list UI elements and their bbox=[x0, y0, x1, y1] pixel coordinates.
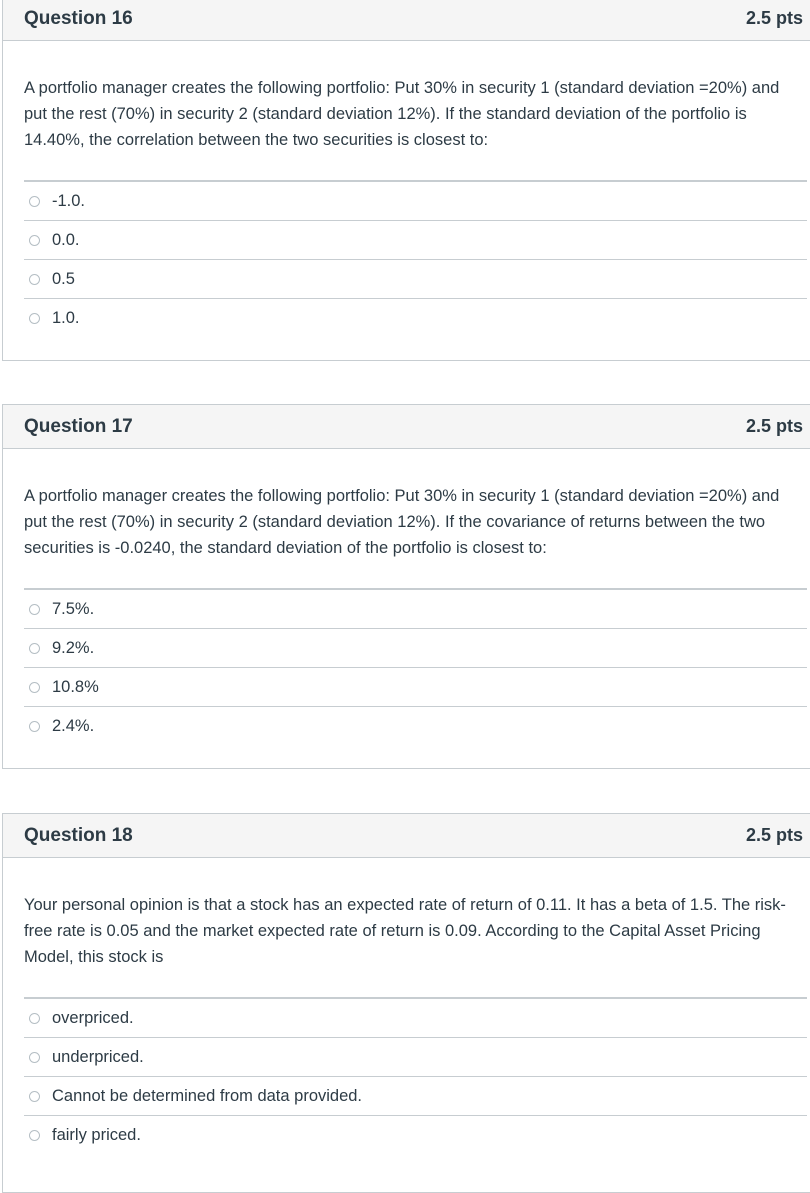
answer-option[interactable] bbox=[24, 180, 807, 220]
question-text: Your personal opinion is that a stock has an expected rate of return of 0.11. It has a beta of 1.5. The risk-free rate is 0.05 and the market expected rate of return is 0.09. According to the Capital Asset Pricing Model, this stock is bbox=[24, 896, 786, 966]
question-points: 2.5 pts bbox=[745, 416, 803, 436]
question-card-18 bbox=[2, 813, 810, 1193]
answer-label[interactable]: 2.4%. bbox=[52, 716, 95, 735]
question-header bbox=[3, 0, 810, 41]
answer-list bbox=[24, 997, 807, 1154]
answer-option[interactable] bbox=[24, 667, 807, 706]
answer-option[interactable] bbox=[24, 628, 807, 667]
radio-button[interactable] bbox=[29, 643, 40, 654]
answer-option[interactable] bbox=[24, 588, 807, 628]
answer-option[interactable] bbox=[24, 706, 807, 745]
answer-list bbox=[24, 180, 807, 337]
answer-label[interactable]: -1.0. bbox=[52, 191, 86, 210]
radio-button[interactable] bbox=[29, 682, 40, 693]
question-points: 2.5 pts bbox=[745, 825, 803, 845]
radio-button[interactable] bbox=[29, 235, 40, 246]
question-text: A portfolio manager creates the following portfolio: Put 30% in security 1 (standard deviation =20%) and put the rest (70%) in security 2 (standard deviation 12%). If the standard deviation of the portfolio is 14.40%, the correlation between the two securities is closest to: bbox=[24, 79, 780, 149]
answer-label[interactable]: underpriced. bbox=[52, 1047, 144, 1066]
answer-option[interactable] bbox=[24, 220, 807, 259]
answer-option[interactable] bbox=[24, 1115, 807, 1154]
answer-label[interactable]: 9.2%. bbox=[52, 638, 95, 657]
question-body bbox=[3, 449, 810, 745]
question-card-16 bbox=[2, 0, 810, 361]
radio-button[interactable] bbox=[29, 274, 40, 285]
question-points: 2.5 pts bbox=[745, 8, 803, 28]
answer-label[interactable]: 7.5%. bbox=[52, 599, 95, 618]
question-title: Question 16 bbox=[24, 7, 133, 29]
question-body bbox=[3, 858, 810, 1154]
answer-label[interactable]: 0.0. bbox=[52, 230, 80, 249]
question-card-17 bbox=[2, 404, 810, 769]
answer-label[interactable]: 10.8% bbox=[52, 677, 99, 696]
question-title: Question 17 bbox=[24, 415, 133, 437]
answer-label[interactable]: 0.5 bbox=[52, 269, 75, 288]
answer-label[interactable]: fairly priced. bbox=[52, 1125, 141, 1144]
question-title: Question 18 bbox=[24, 824, 133, 846]
question-header bbox=[3, 405, 810, 449]
answer-label[interactable]: 1.0. bbox=[52, 308, 80, 327]
answer-option[interactable] bbox=[24, 1037, 807, 1076]
answer-option[interactable] bbox=[24, 259, 807, 298]
question-header bbox=[3, 814, 810, 858]
radio-button[interactable] bbox=[29, 1130, 40, 1141]
radio-button[interactable] bbox=[29, 313, 40, 324]
answer-option[interactable] bbox=[24, 298, 807, 337]
question-text: A portfolio manager creates the following portfolio: Put 30% in security 1 (standard deviation =20%) and put the rest (70%) in security 2 (standard deviation 12%). If the covariance of returns between the two securities is -0.0240, the standard deviation of the portfolio is closest to: bbox=[24, 487, 780, 557]
radio-button[interactable] bbox=[29, 1013, 40, 1024]
radio-button[interactable] bbox=[29, 604, 40, 615]
radio-button[interactable] bbox=[29, 1052, 40, 1063]
answer-option[interactable] bbox=[24, 1076, 807, 1115]
radio-button[interactable] bbox=[29, 721, 40, 732]
answer-label[interactable]: overpriced. bbox=[52, 1008, 134, 1027]
answer-label[interactable]: Cannot be determined from data provided. bbox=[52, 1086, 363, 1105]
answer-list bbox=[24, 588, 807, 745]
answer-option[interactable] bbox=[24, 997, 807, 1037]
radio-button[interactable] bbox=[29, 1091, 40, 1102]
radio-button[interactable] bbox=[29, 196, 40, 207]
question-body bbox=[3, 41, 810, 337]
